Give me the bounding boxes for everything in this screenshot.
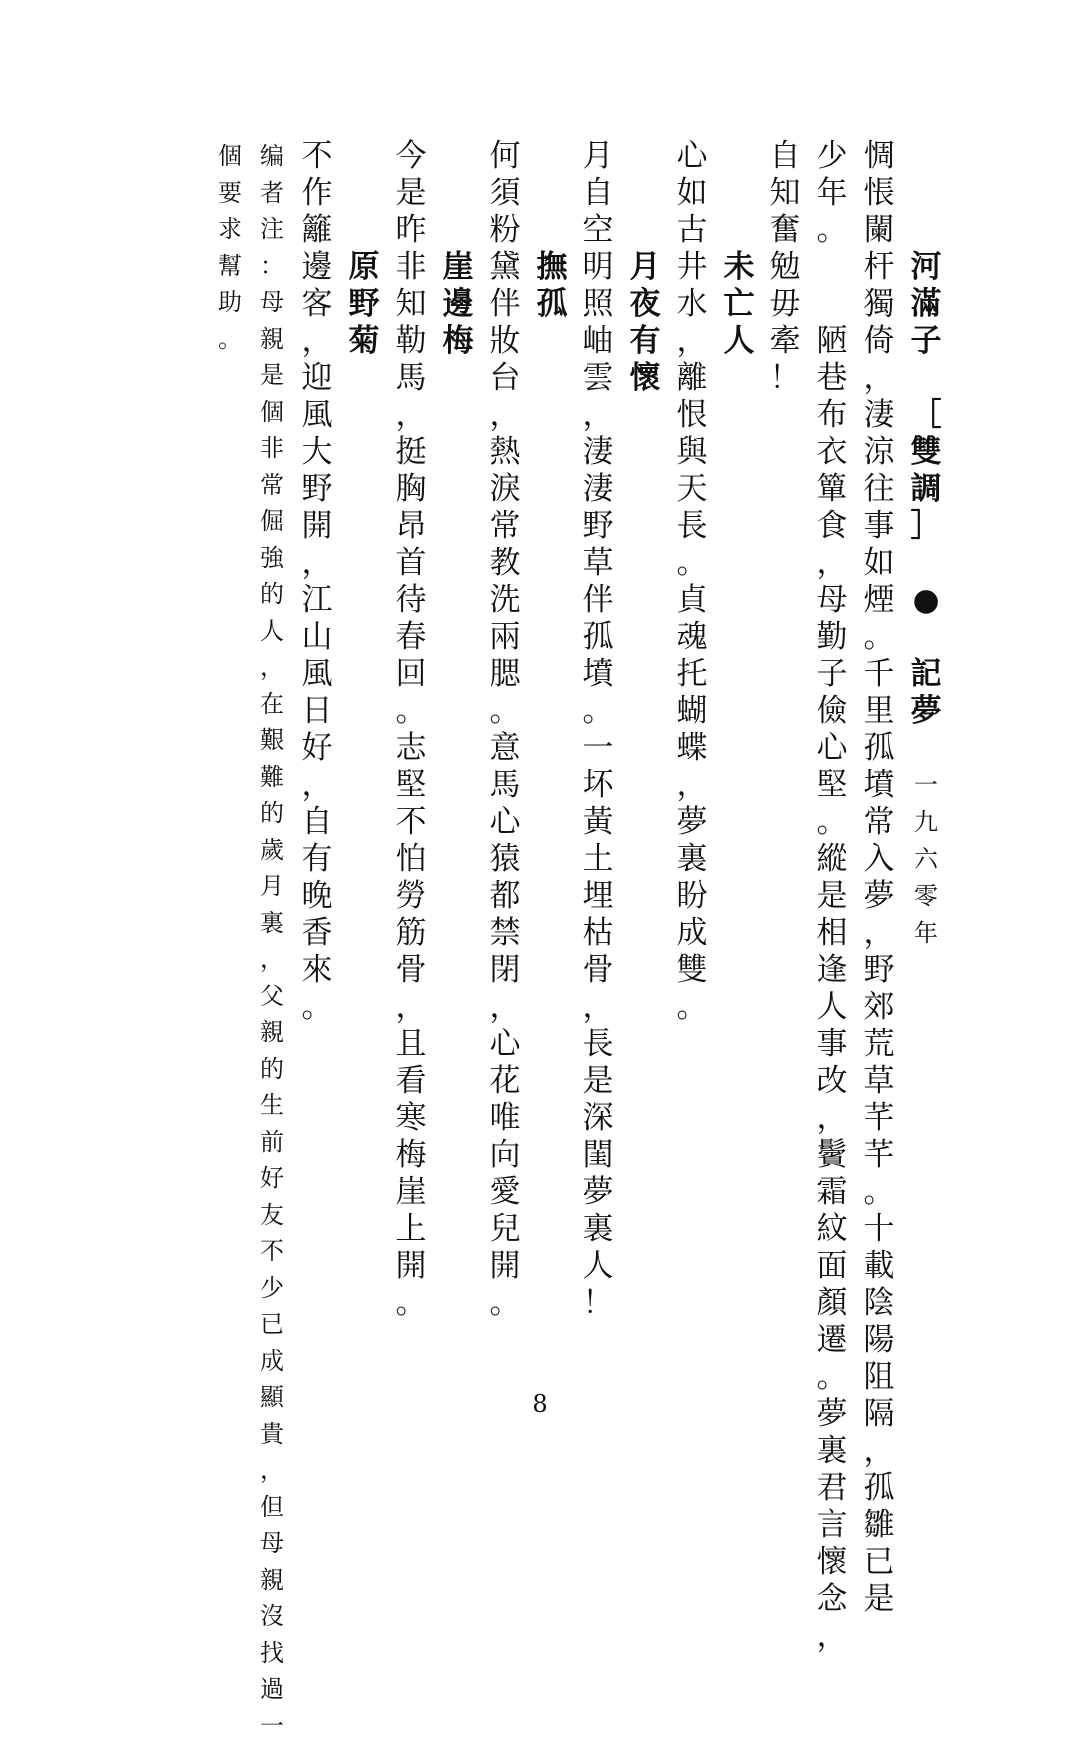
text-segment: 今 是 昨 非 知 勒 馬 ， 挺 胸 昂 首 待 春 回 。 志 堅 不 怕 勞 筋 骨 ， 且 看 寒 梅 崖 上 開 。 (395, 138, 427, 1321)
text-column (809, 138, 855, 1655)
text-segment: 自 知 奮 勉 毋 牽 ！ (769, 138, 801, 396)
page-number: 8 (532, 1390, 548, 1418)
text-segment (911, 730, 942, 767)
text-segment: 一 九 六 零 年 (914, 771, 938, 947)
heading-segment: 月 夜 有 懷 (629, 249, 661, 396)
text-segment: 不 作 籬 邊 客 ， 迎 風 大 野 開 ， 江 山 風 日 好 ， 自 有 晚 香 來 。 (301, 138, 333, 1025)
text-column (388, 138, 434, 1322)
text-column (575, 138, 621, 1322)
text-segment: 少 年 。 陋 巷 布 衣 簞 食 ， 母 勤 子 儉 心 堅 。 縱 是 相 逢 人 事 改 ， 鬢 霜 紋 面 顏 遷 。 夢 裏 君 言 懷 念 ， (816, 138, 848, 1654)
text-column (207, 138, 253, 357)
heading-segment: 河 滿 子 (910, 249, 942, 359)
text-segment: 月 自 空 明 照 岫 雲 ， 淒 淒 野 草 伴 孤 墳 。 一 坏 黃 土 埋 枯 骨 ， 長 是 深 閨 夢 裏 人 ！ (582, 138, 614, 1321)
text-column (249, 138, 295, 1744)
heading-segment: ［ 雙 調 ］ (910, 397, 942, 544)
text-segment (443, 138, 474, 249)
text-column (622, 138, 668, 397)
heading-segment: 記 夢 (910, 656, 942, 729)
text-segment (911, 138, 942, 249)
heading-segment: 未 亡 人 (723, 249, 755, 359)
text-segment (911, 360, 942, 397)
text-segment: 惆 悵 闌 杆 獨 倚 ， 淒 涼 往 事 如 煙 。 千 里 孤 墳 常 入 夢 ， 野 郊 荒 草 芊 芊 。 十 載 陰 陽 阻 隔 ， 孤 雛 已 是 (863, 138, 895, 1617)
text-segment: 心 如 古 井 水 ， 離 恨 與 天 長 。 貞 魂 托 蝴 蝶 ， 夢 裏 盼 成 雙 。 (676, 138, 708, 1025)
text-segment (911, 545, 942, 582)
text-column (341, 138, 387, 360)
text-column (482, 138, 528, 1322)
text-segment (724, 138, 755, 249)
heading-segment: 崖 邊 梅 (442, 249, 474, 359)
text-column (435, 138, 481, 360)
heading-segment: 原 野 菊 (348, 249, 380, 359)
text-column (716, 138, 762, 360)
text-segment (537, 138, 568, 249)
text-column (669, 138, 715, 1026)
text-column (294, 138, 340, 1026)
text-column (903, 138, 949, 952)
text-segment (349, 138, 380, 249)
text-column (529, 138, 575, 323)
heading-segment: 撫 孤 (536, 249, 568, 322)
heading-segment: ● (912, 582, 940, 618)
text-segment: 编 者 注 ： 母 親 是 個 非 常 倔 強 的 人 ， 在 艱 難 的 歲 月 裏 ， 父 親 的 生 前 好 友 不 少 已 成 顯 貴 ， 但 母 親 沒 找 過 一 (260, 142, 284, 1740)
text-segment: 何 須 粉 黛 伴 妝 台 ， 熱 淚 常 教 洗 兩 腮 。 意 馬 心 猿 都 禁 閉 ， 心 花 唯 向 愛 兒 開 。 (489, 138, 521, 1321)
text-segment (911, 619, 942, 656)
text-segment (630, 138, 661, 249)
text-segment: 個 要 求 幫 助 。 (218, 142, 242, 353)
